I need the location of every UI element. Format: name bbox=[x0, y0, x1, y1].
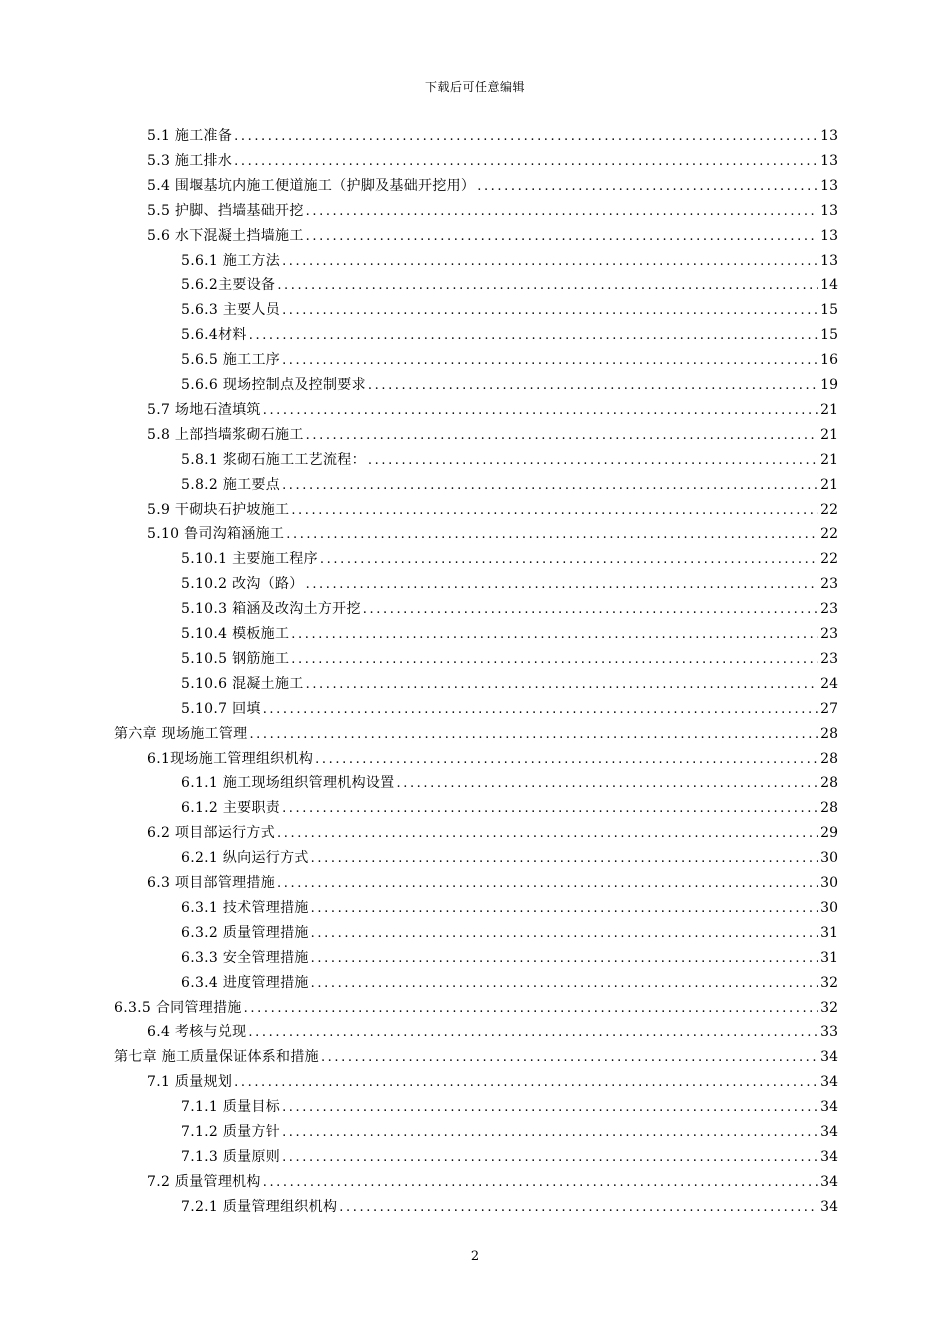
toc-entry-title: 6.3.3 安全管理措施 bbox=[181, 949, 309, 966]
toc-entry-title: 5.6.4材料 bbox=[181, 327, 247, 344]
toc-entry-title: 5.3 施工排水 bbox=[147, 152, 233, 169]
toc-entry[interactable] bbox=[114, 722, 838, 747]
toc-entry-title: 5.10.3 箱涵及改沟土方开挖 bbox=[181, 601, 361, 618]
toc-entry[interactable] bbox=[147, 174, 838, 199]
dot-leader bbox=[311, 972, 819, 997]
toc-entry-page: 34 bbox=[820, 1099, 838, 1116]
toc-entry-page: 19 bbox=[820, 377, 838, 393]
toc-entry-title: 5.10.7 回填 bbox=[181, 700, 261, 717]
toc-entry-title: 6.1.1 施工现场组织管理机构设置 bbox=[181, 775, 395, 792]
toc-entry-title: 5.10.4 模板施工 bbox=[181, 626, 290, 642]
dot-leader bbox=[368, 449, 818, 474]
toc-entry-page: 15 bbox=[820, 302, 838, 319]
dot-leader bbox=[306, 673, 819, 698]
toc-entry-page: 28 bbox=[820, 800, 838, 817]
toc-entry-title: 5.6.5 施工工序 bbox=[181, 352, 281, 369]
toc-entry-title: 6.2 项目部运行方式 bbox=[147, 825, 276, 842]
dot-leader bbox=[306, 200, 819, 225]
toc-entry-title: 5.10.1 主要施工程序 bbox=[181, 551, 318, 568]
dot-leader bbox=[311, 922, 819, 947]
page-number: 2 bbox=[470, 1249, 480, 1264]
dot-leader bbox=[282, 797, 818, 822]
toc-entry-page: 21 bbox=[820, 401, 838, 418]
dot-leader bbox=[306, 225, 819, 250]
toc-entry-title: 7.1.3 质量原则 bbox=[181, 1148, 281, 1165]
toc-entry[interactable] bbox=[181, 647, 838, 672]
toc-entry-page: 30 bbox=[820, 899, 838, 916]
toc-entry[interactable] bbox=[147, 423, 838, 448]
toc-entry-page: 28 bbox=[820, 775, 838, 792]
toc-entry-page: 28 bbox=[820, 725, 838, 742]
toc-entry-title: 6.4 考核与兑现 bbox=[147, 1024, 247, 1041]
dot-leader bbox=[249, 324, 818, 349]
dot-leader bbox=[477, 175, 818, 200]
toc-entry-page: 33 bbox=[820, 1024, 838, 1041]
dot-leader bbox=[320, 548, 818, 573]
toc-entry-page: 21 bbox=[820, 476, 838, 493]
dot-leader bbox=[234, 125, 818, 150]
dot-leader bbox=[282, 1146, 818, 1171]
toc-entry-page: 15 bbox=[820, 327, 838, 344]
toc-entry-title: 6.3.4 进度管理措施 bbox=[181, 974, 309, 991]
toc-entry-title: 7.1 质量规划 bbox=[147, 1074, 233, 1091]
dot-leader bbox=[311, 897, 819, 922]
toc-entry[interactable] bbox=[181, 547, 838, 572]
toc-entry-page: 27 bbox=[820, 700, 838, 717]
toc-entry[interactable] bbox=[147, 747, 838, 772]
toc-entry-page: 23 bbox=[820, 601, 838, 618]
dot-leader bbox=[315, 748, 818, 773]
dot-leader bbox=[311, 847, 819, 872]
toc-entry-page: 13 bbox=[820, 202, 838, 219]
toc-entry-page: 34 bbox=[820, 1198, 838, 1215]
toc-entry[interactable] bbox=[181, 273, 838, 298]
toc-entry-title: 5.10.5 钢筋施工 bbox=[181, 650, 290, 667]
toc-entry-title: 5.10 鲁司沟箱涵施工 bbox=[147, 526, 285, 543]
toc-entry-title: 5.1 施工准备 bbox=[147, 128, 233, 144]
toc-entry-title: 第六章 现场施工管理 bbox=[114, 725, 248, 742]
dot-leader bbox=[248, 1021, 818, 1046]
toc-entry[interactable] bbox=[181, 672, 838, 697]
toc-entry[interactable] bbox=[147, 124, 838, 149]
toc-entry-page: 22 bbox=[820, 551, 838, 568]
toc-entry[interactable] bbox=[147, 1070, 838, 1095]
toc-entry-title: 6.3 项目部管理措施 bbox=[147, 875, 276, 891]
toc-entry[interactable] bbox=[181, 1145, 838, 1170]
dot-leader bbox=[263, 399, 818, 424]
toc-entry-page: 31 bbox=[820, 949, 838, 966]
toc-entry-page: 23 bbox=[820, 576, 838, 593]
dot-leader bbox=[282, 1121, 818, 1146]
toc-entry-page: 32 bbox=[820, 999, 838, 1016]
toc-entry-page: 13 bbox=[820, 252, 838, 269]
dot-leader bbox=[291, 623, 818, 648]
toc-entry[interactable] bbox=[147, 522, 838, 547]
dot-leader bbox=[291, 499, 818, 524]
toc-entry-title: 7.2 质量管理机构 bbox=[147, 1173, 261, 1190]
toc-entry-title: 7.1.2 质量方针 bbox=[181, 1124, 281, 1140]
toc-entry[interactable] bbox=[181, 697, 838, 722]
toc-entry-title: 6.1.2 主要职责 bbox=[181, 800, 281, 817]
dot-leader bbox=[282, 1096, 818, 1121]
dot-leader bbox=[311, 947, 819, 972]
toc-entry-page: 23 bbox=[820, 626, 838, 642]
toc-entry-page: 13 bbox=[820, 128, 838, 144]
dot-leader bbox=[368, 374, 818, 399]
toc-entry[interactable] bbox=[181, 1095, 838, 1120]
toc-entry[interactable] bbox=[147, 871, 838, 896]
toc-entry-page: 32 bbox=[820, 974, 838, 991]
toc-entry-title: 5.6.2主要设备 bbox=[181, 277, 276, 294]
toc-entry[interactable] bbox=[181, 249, 838, 274]
toc-entry-title: 5.6 水下混凝土挡墙施工 bbox=[147, 227, 304, 244]
toc-entry-page: 21 bbox=[820, 451, 838, 468]
toc-entry-page: 34 bbox=[820, 1173, 838, 1190]
toc-entry[interactable] bbox=[181, 348, 838, 373]
toc-entry-title: 5.4 围堰基坑内施工便道施工（护脚及基础开挖用） bbox=[147, 177, 476, 194]
toc-entry[interactable] bbox=[147, 398, 838, 423]
toc-entry[interactable] bbox=[181, 373, 838, 398]
toc-entry-page: 13 bbox=[820, 152, 838, 169]
toc-entry[interactable] bbox=[181, 298, 838, 323]
dot-leader bbox=[263, 698, 818, 723]
dot-leader bbox=[306, 424, 819, 449]
dot-leader bbox=[244, 997, 819, 1022]
toc-entry[interactable] bbox=[181, 448, 838, 473]
toc-entry-page: 21 bbox=[820, 426, 838, 443]
toc-entry-page: 30 bbox=[820, 875, 838, 891]
page-header: 下载后可任意编辑 bbox=[424, 80, 525, 94]
toc-entry-title: 7.1.1 质量目标 bbox=[181, 1099, 281, 1116]
toc-entry-title: 7.2.1 质量管理组织机构 bbox=[181, 1198, 338, 1215]
toc-entry-page: 29 bbox=[820, 825, 838, 842]
dot-leader bbox=[286, 523, 818, 548]
toc-entry-title: 5.5 护脚、挡墙基础开挖 bbox=[147, 202, 304, 219]
dot-leader bbox=[282, 250, 818, 275]
toc-entry[interactable] bbox=[147, 498, 838, 523]
toc-entry[interactable] bbox=[181, 1120, 838, 1145]
toc-entry-page: 22 bbox=[820, 526, 838, 543]
toc-entry-page: 23 bbox=[820, 650, 838, 667]
toc-entry[interactable] bbox=[147, 199, 838, 224]
toc-entry[interactable] bbox=[181, 572, 838, 597]
toc-entry-page: 24 bbox=[820, 675, 838, 692]
toc-entry-title: 6.3.5 合同管理措施 bbox=[114, 999, 242, 1016]
toc-entry-title: 6.1现场施工管理组织机构 bbox=[147, 750, 314, 767]
toc-entry-page: 30 bbox=[820, 850, 838, 867]
dot-leader bbox=[277, 872, 818, 897]
toc-entry-title: 5.9 干砌块石护坡施工 bbox=[147, 501, 290, 518]
toc-entry[interactable] bbox=[181, 622, 838, 647]
dot-leader bbox=[339, 1196, 818, 1221]
toc-entry-page: 16 bbox=[820, 352, 838, 369]
toc-entry[interactable] bbox=[181, 473, 838, 498]
dot-leader bbox=[306, 573, 819, 598]
toc-entry-title: 5.6.6 现场控制点及控制要求 bbox=[181, 377, 366, 393]
toc-entry[interactable] bbox=[181, 771, 838, 796]
toc-entry-page: 14 bbox=[820, 277, 838, 294]
dot-leader bbox=[282, 299, 818, 324]
toc-entry-title: 5.8 上部挡墙浆砌石施工 bbox=[147, 426, 304, 443]
dot-leader bbox=[263, 1171, 818, 1196]
toc-entry-title: 6.2.1 纵向运行方式 bbox=[181, 850, 309, 867]
toc-entry-title: 5.6.3 主要人员 bbox=[181, 302, 281, 319]
toc-entry-page: 34 bbox=[820, 1074, 838, 1091]
toc-entry-title: 6.3.2 质量管理措施 bbox=[181, 924, 309, 941]
toc-entry-title: 5.8.1 浆砌石施工工艺流程： bbox=[181, 451, 366, 468]
dot-leader bbox=[291, 648, 818, 673]
toc-entry[interactable] bbox=[181, 846, 838, 871]
toc-entry-page: 31 bbox=[820, 924, 838, 941]
toc-entry-page: 34 bbox=[820, 1124, 838, 1140]
dot-leader bbox=[282, 349, 818, 374]
toc-entry-page: 22 bbox=[820, 501, 838, 518]
toc-entry[interactable] bbox=[147, 149, 838, 174]
toc-entry[interactable] bbox=[147, 821, 838, 846]
toc-entry[interactable] bbox=[181, 323, 838, 348]
toc-entry-title: 5.6.1 施工方法 bbox=[181, 252, 281, 269]
toc-entry-title: 6.3.1 技术管理措施 bbox=[181, 899, 309, 916]
toc-entry-title: 5.7 场地石渣填筑 bbox=[147, 401, 261, 418]
toc-entry[interactable] bbox=[181, 597, 838, 622]
dot-leader bbox=[321, 1046, 818, 1071]
toc-entry[interactable] bbox=[114, 1045, 838, 1070]
toc-entry[interactable] bbox=[114, 996, 838, 1021]
toc-entry-title: 第七章 施工质量保证体系和措施 bbox=[114, 1049, 319, 1066]
toc-entry-page: 34 bbox=[820, 1148, 838, 1165]
toc-entry-page: 34 bbox=[820, 1049, 838, 1066]
dot-leader bbox=[282, 474, 818, 499]
dot-leader bbox=[396, 772, 818, 797]
toc-entry[interactable] bbox=[181, 796, 838, 821]
toc-entry[interactable] bbox=[181, 921, 838, 946]
dot-leader bbox=[249, 723, 818, 748]
toc-entry-page: 28 bbox=[820, 750, 838, 767]
toc-entry[interactable] bbox=[147, 224, 838, 249]
toc-entry[interactable] bbox=[147, 1020, 838, 1045]
toc-entry-page: 13 bbox=[820, 227, 838, 244]
toc-entry-title: 5.10.2 改沟（路） bbox=[181, 576, 304, 593]
toc-entry[interactable] bbox=[181, 946, 838, 971]
dot-leader bbox=[363, 598, 818, 623]
toc-entry[interactable] bbox=[181, 971, 838, 996]
dot-leader bbox=[234, 1071, 818, 1096]
toc-entry-page: 13 bbox=[820, 177, 838, 194]
dot-leader bbox=[277, 274, 818, 299]
toc-entry[interactable] bbox=[181, 896, 838, 921]
dot-leader bbox=[234, 150, 818, 175]
toc-entry[interactable] bbox=[147, 1170, 838, 1195]
toc-entry[interactable] bbox=[181, 1195, 838, 1220]
toc-entry-title: 5.8.2 施工要点 bbox=[181, 476, 281, 493]
toc-entry-title: 5.10.6 混凝土施工 bbox=[181, 675, 304, 692]
dot-leader bbox=[277, 822, 818, 847]
